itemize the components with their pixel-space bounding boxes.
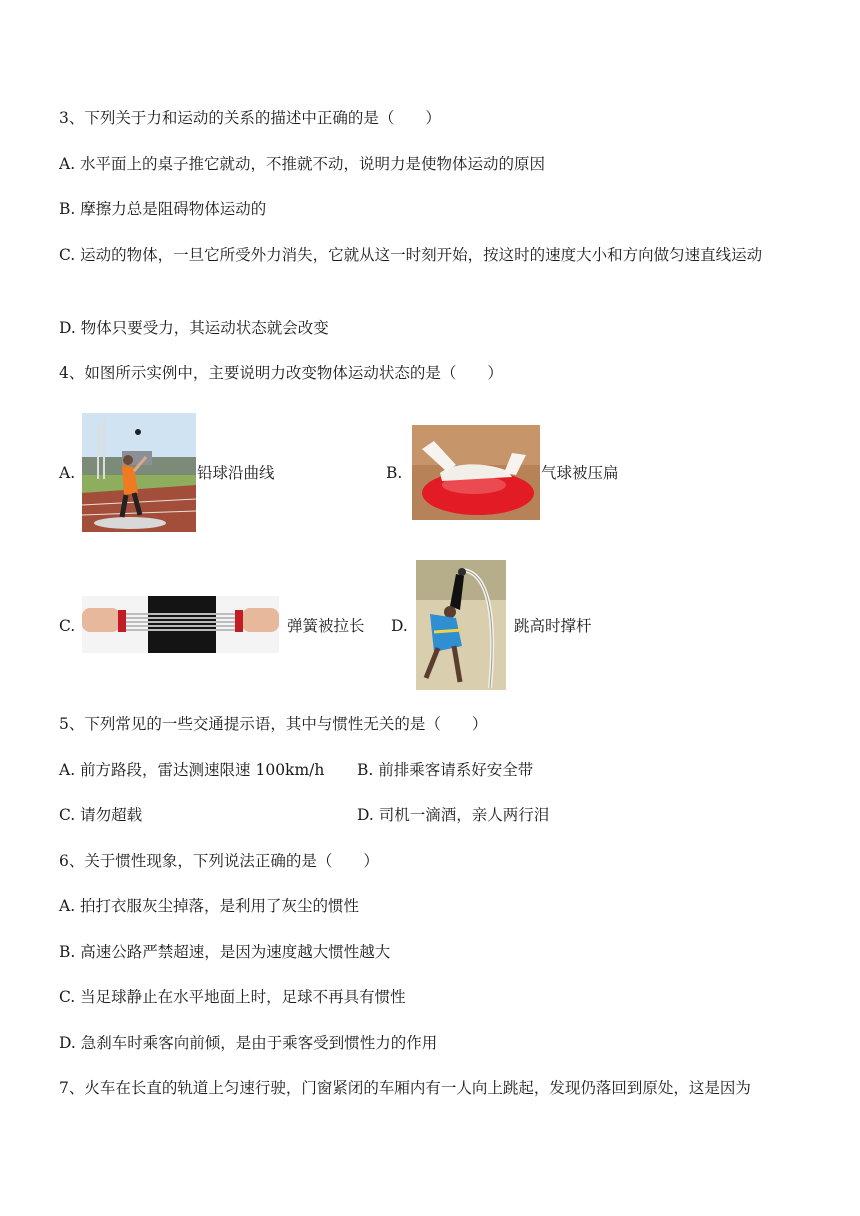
question-6-stem: 6、关于惯性现象，下列说法正确的是（ ）: [59, 852, 379, 870]
balloon-photo: [412, 425, 540, 520]
question-4-option-c-caption: 弹簧被拉长: [287, 617, 365, 635]
spring-expander-photo: [82, 596, 279, 653]
question-4-option-c-label: C.: [59, 617, 76, 635]
question-3-option-b: B. 摩擦力总是阻碍物体运动的: [59, 200, 267, 218]
balloon-illustration: [412, 425, 540, 520]
spring-illustration: [82, 596, 279, 653]
question-5-stem: 5、下列常见的一些交通提示语，其中与惯性无关的是（ ）: [59, 715, 488, 733]
question-6-option-b: B. 高速公路严禁超速，是因为速度越大惯性越大: [59, 943, 391, 961]
question-6-option-d: D. 急刹车时乘客向前倾，是由于乘客受到惯性力的作用: [59, 1034, 438, 1052]
question-3-option-a: A. 水平面上的桌子推它就动，不推就不动，说明力是使物体运动的原因: [59, 155, 546, 173]
question-4-option-a-label: A.: [59, 464, 76, 482]
question-5-option-a: A. 前方路段，雷达测速限速 100km/h: [59, 761, 325, 779]
question-4-option-d-label: D.: [391, 617, 408, 635]
question-4-option-b-caption: 气球被压扁: [541, 464, 619, 482]
question-5-option-b: B. 前排乘客请系好安全带: [357, 761, 534, 779]
question-4-option-a-caption: 铅球沿曲线: [197, 464, 275, 482]
question-3-option-c: C. 运动的物体，一旦它所受外力消失，它就从这一时刻开始，按这时的速度大小和方向做匀速直线运动: [59, 246, 763, 264]
question-4-option-d-caption: 跳高时撑杆: [514, 617, 592, 635]
question-6-option-c: C. 当足球静止在水平地面上时，足球不再具有惯性: [59, 988, 406, 1006]
question-5-option-c: C. 请勿超载: [59, 806, 143, 824]
question-5-option-d: D. 司机一滴酒，亲人两行泪: [357, 806, 550, 824]
pole-vault-illustration: [416, 560, 506, 690]
shot-put-photo: [82, 413, 196, 532]
question-3-option-d: D. 物体只要受力，其运动状态就会改变: [59, 319, 329, 337]
question-3-stem: 3、下列关于力和运动的关系的描述中正确的是（ ）: [59, 109, 441, 127]
pole-vault-photo: [416, 560, 506, 690]
question-4-option-b-label: B.: [386, 464, 403, 482]
question-4-stem: 4、如图所示实例中，主要说明力改变物体运动状态的是（ ）: [59, 364, 503, 382]
question-6-option-a: A. 拍打衣服灰尘掉落，是利用了灰尘的惯性: [59, 897, 360, 915]
shot-put-illustration: [82, 413, 196, 532]
question-7-stem: 7、火车在长直的轨道上匀速行驶，门窗紧闭的车厢内有一人向上跳起，发现仍落回到原处，这是因为: [59, 1079, 751, 1097]
